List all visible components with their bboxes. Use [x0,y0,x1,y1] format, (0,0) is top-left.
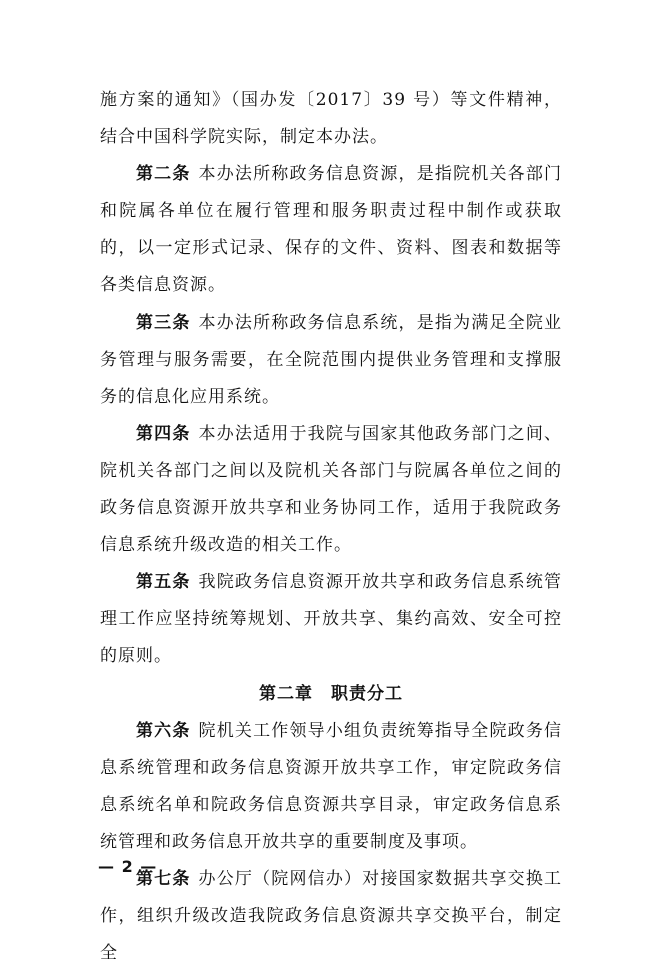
article-4 [100,416,562,564]
article-label: 第三条 [136,312,191,333]
article-text: 我院政务信息资源开放共享和政务信息系统管理工作应坚持统筹规划、开放共享、集约高效、安全可控的原则。 [100,572,563,667]
paragraph-text: 施方案的通知》（国办发〔2017〕39 号）等文件精神，结合中国科学院实际，制定本办法。 [100,90,562,148]
article-5 [100,564,562,675]
article-text: 办公厅（院网信办）对接国家数据共享交换工作，组织升级改造我院政务信息资源共享交换平台，制定全 [100,868,563,964]
article-label: 第二条 [136,164,191,185]
article-text: 本办法所称政务信息系统，是指为满足全院业务管理与服务需要，在全院范围内提供业务管理和支撑服务的信息化应用系统。 [100,312,563,407]
article-label: 第六条 [136,720,191,741]
article-6 [100,713,562,861]
document-body [100,82,562,972]
article-text: 本办法适用于我院与国家其他政务部门之间、院机关各部门之间以及院机关各部门与院属各单位之间的政务信息资源开放共享和业务协同工作，适用于我院政务信息系统升级改造的相关工作。 [100,423,563,556]
article-text: 本办法所称政务信息资源，是指院机关各部门和院属各单位在履行管理和服务职责过程中制作或获取的，以一定形式记录、保存的文件、资料、图表和数据等各类信息资源。 [100,164,563,296]
chapter-title: 职责分工 [331,683,403,704]
chapter-number: 第二章 [259,683,313,704]
article-7 [100,861,562,972]
article-3 [100,305,562,416]
page-number: — 2 — [98,857,158,876]
paragraph-continuation [100,82,562,156]
article-label: 第四条 [136,423,191,444]
chapter-heading [100,676,562,713]
article-text: 院机关工作领导小组负责统筹指导全院政务信息系统管理和政务信息资源开放共享工作，审定院政务信息系统名单和院政务信息资源共享目录，审定政务信息系统管理和政务信息开放共享的重要制度及事项。 [100,720,563,852]
article-label: 第五条 [136,572,191,593]
article-label: 第七条 [136,868,191,889]
article-2 [100,156,562,304]
